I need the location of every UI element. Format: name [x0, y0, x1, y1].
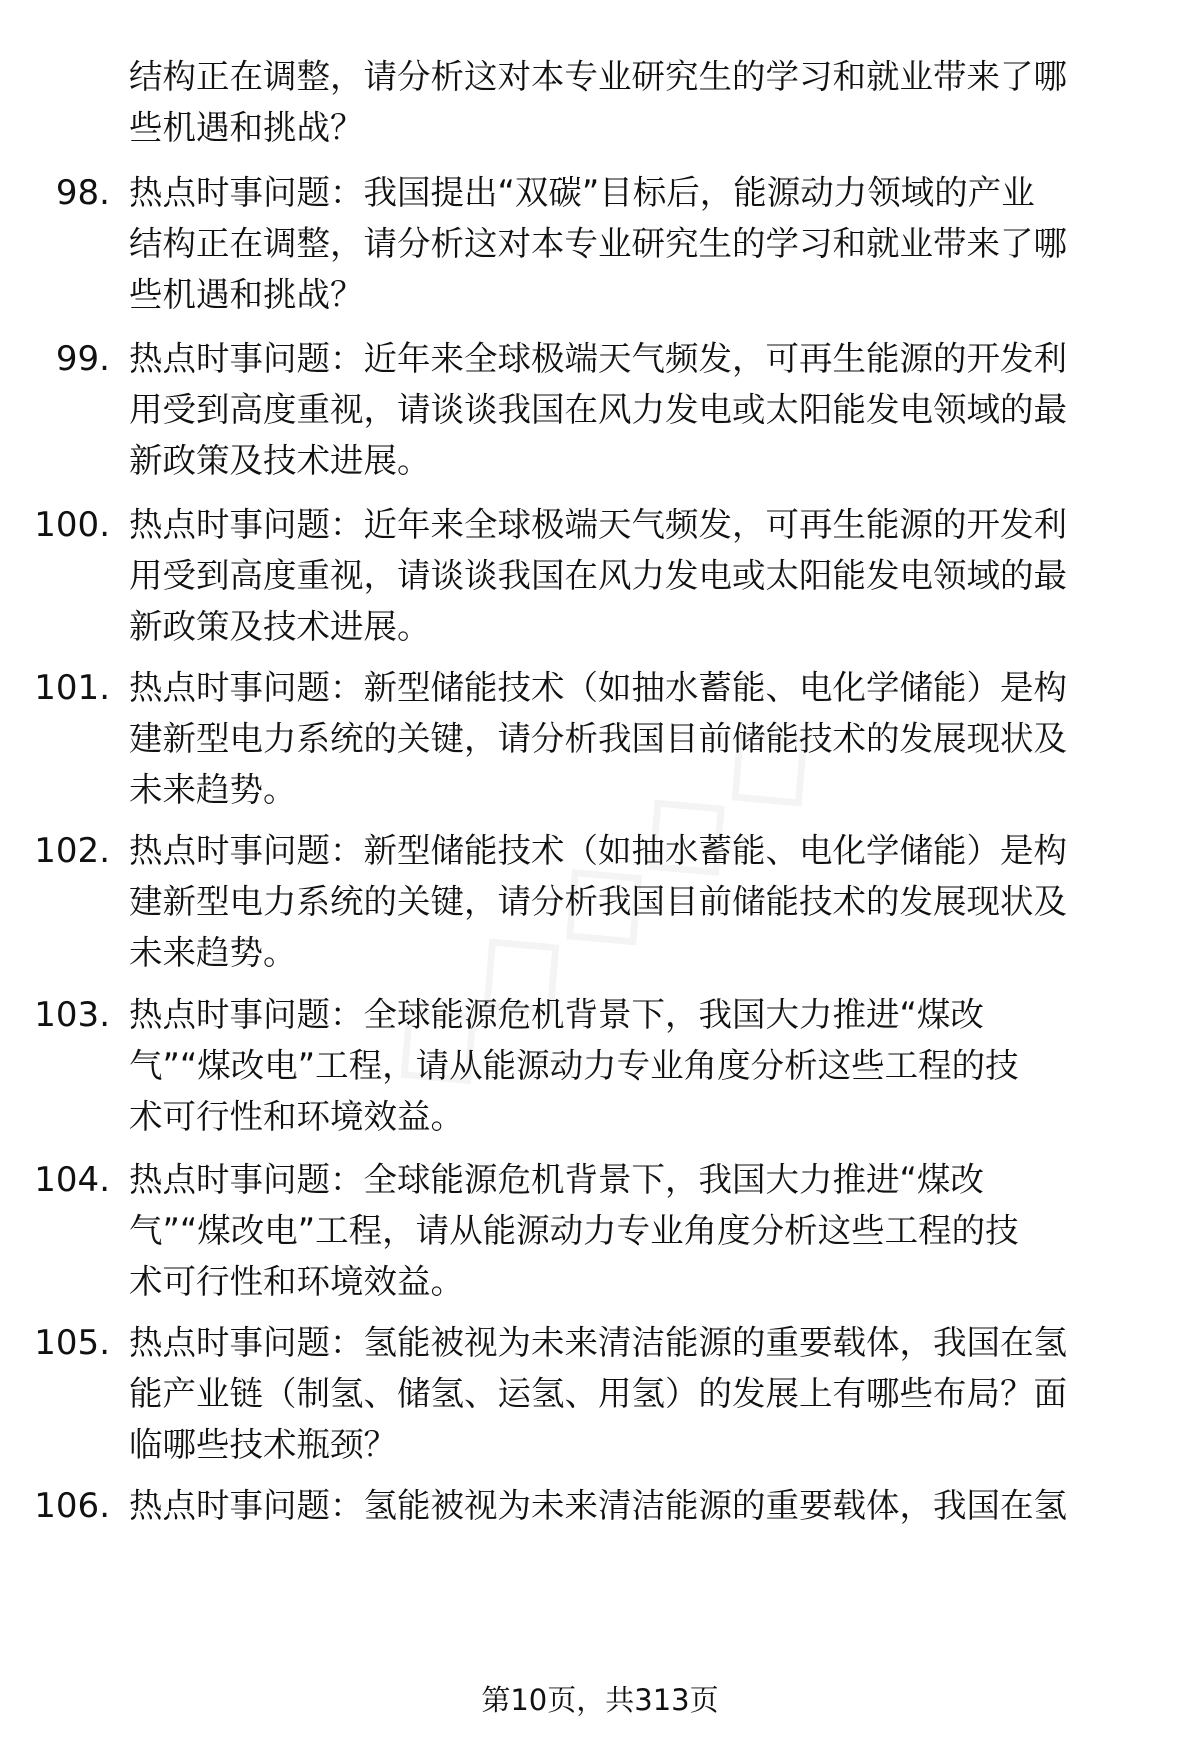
item-text-line: 建新型电力系统的关键，请分析我国目前储能技术的发展现状及 — [129, 882, 1067, 921]
item-text-line: 热点时事问题：全球能源危机背景下，我国大力推进“煤改 — [129, 995, 984, 1034]
item-text-line: 热点时事问题：我国提出“双碳”目标后，能源动力领域的产业 — [129, 173, 1035, 212]
item-text-line: 气”“煤改电”工程，请从能源动力专业角度分析这些工程的技 — [129, 1211, 1019, 1250]
item-text-line: 热点时事问题：全球能源危机背景下，我国大力推进“煤改 — [129, 1160, 984, 1199]
item-text-line: 热点时事问题：新型储能技术（如抽水蓄能、电化学储能）是构 — [129, 831, 1067, 870]
item-text-line: 新政策及技术进展。 — [129, 441, 431, 480]
item-text-line: 术可行性和环境效益。 — [129, 1262, 464, 1301]
item-number: 104. — [34, 1160, 110, 1200]
item-text-line: 些机遇和挑战？ — [129, 108, 364, 147]
item-number: 106. — [34, 1486, 110, 1526]
item-number: 98. — [55, 173, 110, 213]
item-number: 101. — [34, 668, 110, 708]
item-text-line: 热点时事问题：氢能被视为未来清洁能源的重要载体，我国在氢 — [129, 1323, 1067, 1362]
item-text-line: 结构正在调整，请分析这对本专业研究生的学习和就业带来了哪 — [129, 224, 1067, 263]
item-text-line: 未来趋势。 — [129, 933, 297, 972]
item-text-line: 热点时事问题：近年来全球极端天气频发，可再生能源的开发利 — [129, 505, 1067, 544]
item-text-line: 热点时事问题：氢能被视为未来清洁能源的重要载体，我国在氢 — [129, 1486, 1067, 1525]
item-text-line: 热点时事问题：新型储能技术（如抽水蓄能、电化学储能）是构 — [129, 668, 1067, 707]
item-text-line: 热点时事问题：近年来全球极端天气频发，可再生能源的开发利 — [129, 339, 1067, 378]
item-text-line: 临哪些技术瓶颈？ — [129, 1425, 397, 1464]
item-text-line: 结构正在调整，请分析这对本专业研究生的学习和就业带来了哪 — [129, 57, 1067, 96]
item-text-line: 建新型电力系统的关键，请分析我国目前储能技术的发展现状及 — [129, 719, 1067, 758]
item-number: 102. — [34, 831, 110, 871]
page-footer: 第10页，共313页 — [481, 1683, 719, 1717]
item-number: 105. — [34, 1323, 110, 1363]
item-number: 103. — [34, 995, 110, 1035]
item-text-line: 气”“煤改电”工程，请从能源动力专业角度分析这些工程的技 — [129, 1046, 1019, 1085]
item-number: 100. — [34, 505, 110, 545]
item-text-line: 用受到高度重视，请谈谈我国在风力发电或太阳能发电领域的最 — [129, 390, 1067, 429]
item-text-line: 新政策及技术进展。 — [129, 607, 431, 646]
item-text-line: 些机遇和挑战？ — [129, 275, 364, 314]
item-text-line: 用受到高度重视，请谈谈我国在风力发电或太阳能发电领域的最 — [129, 556, 1067, 595]
item-text-line: 术可行性和环境效益。 — [129, 1097, 464, 1136]
item-number: 99. — [55, 339, 110, 379]
item-text-line: 未来趋势。 — [129, 770, 297, 809]
item-text-line: 能产业链（制氢、储氢、运氢、用氢）的发展上有哪些布局？面 — [129, 1374, 1067, 1413]
